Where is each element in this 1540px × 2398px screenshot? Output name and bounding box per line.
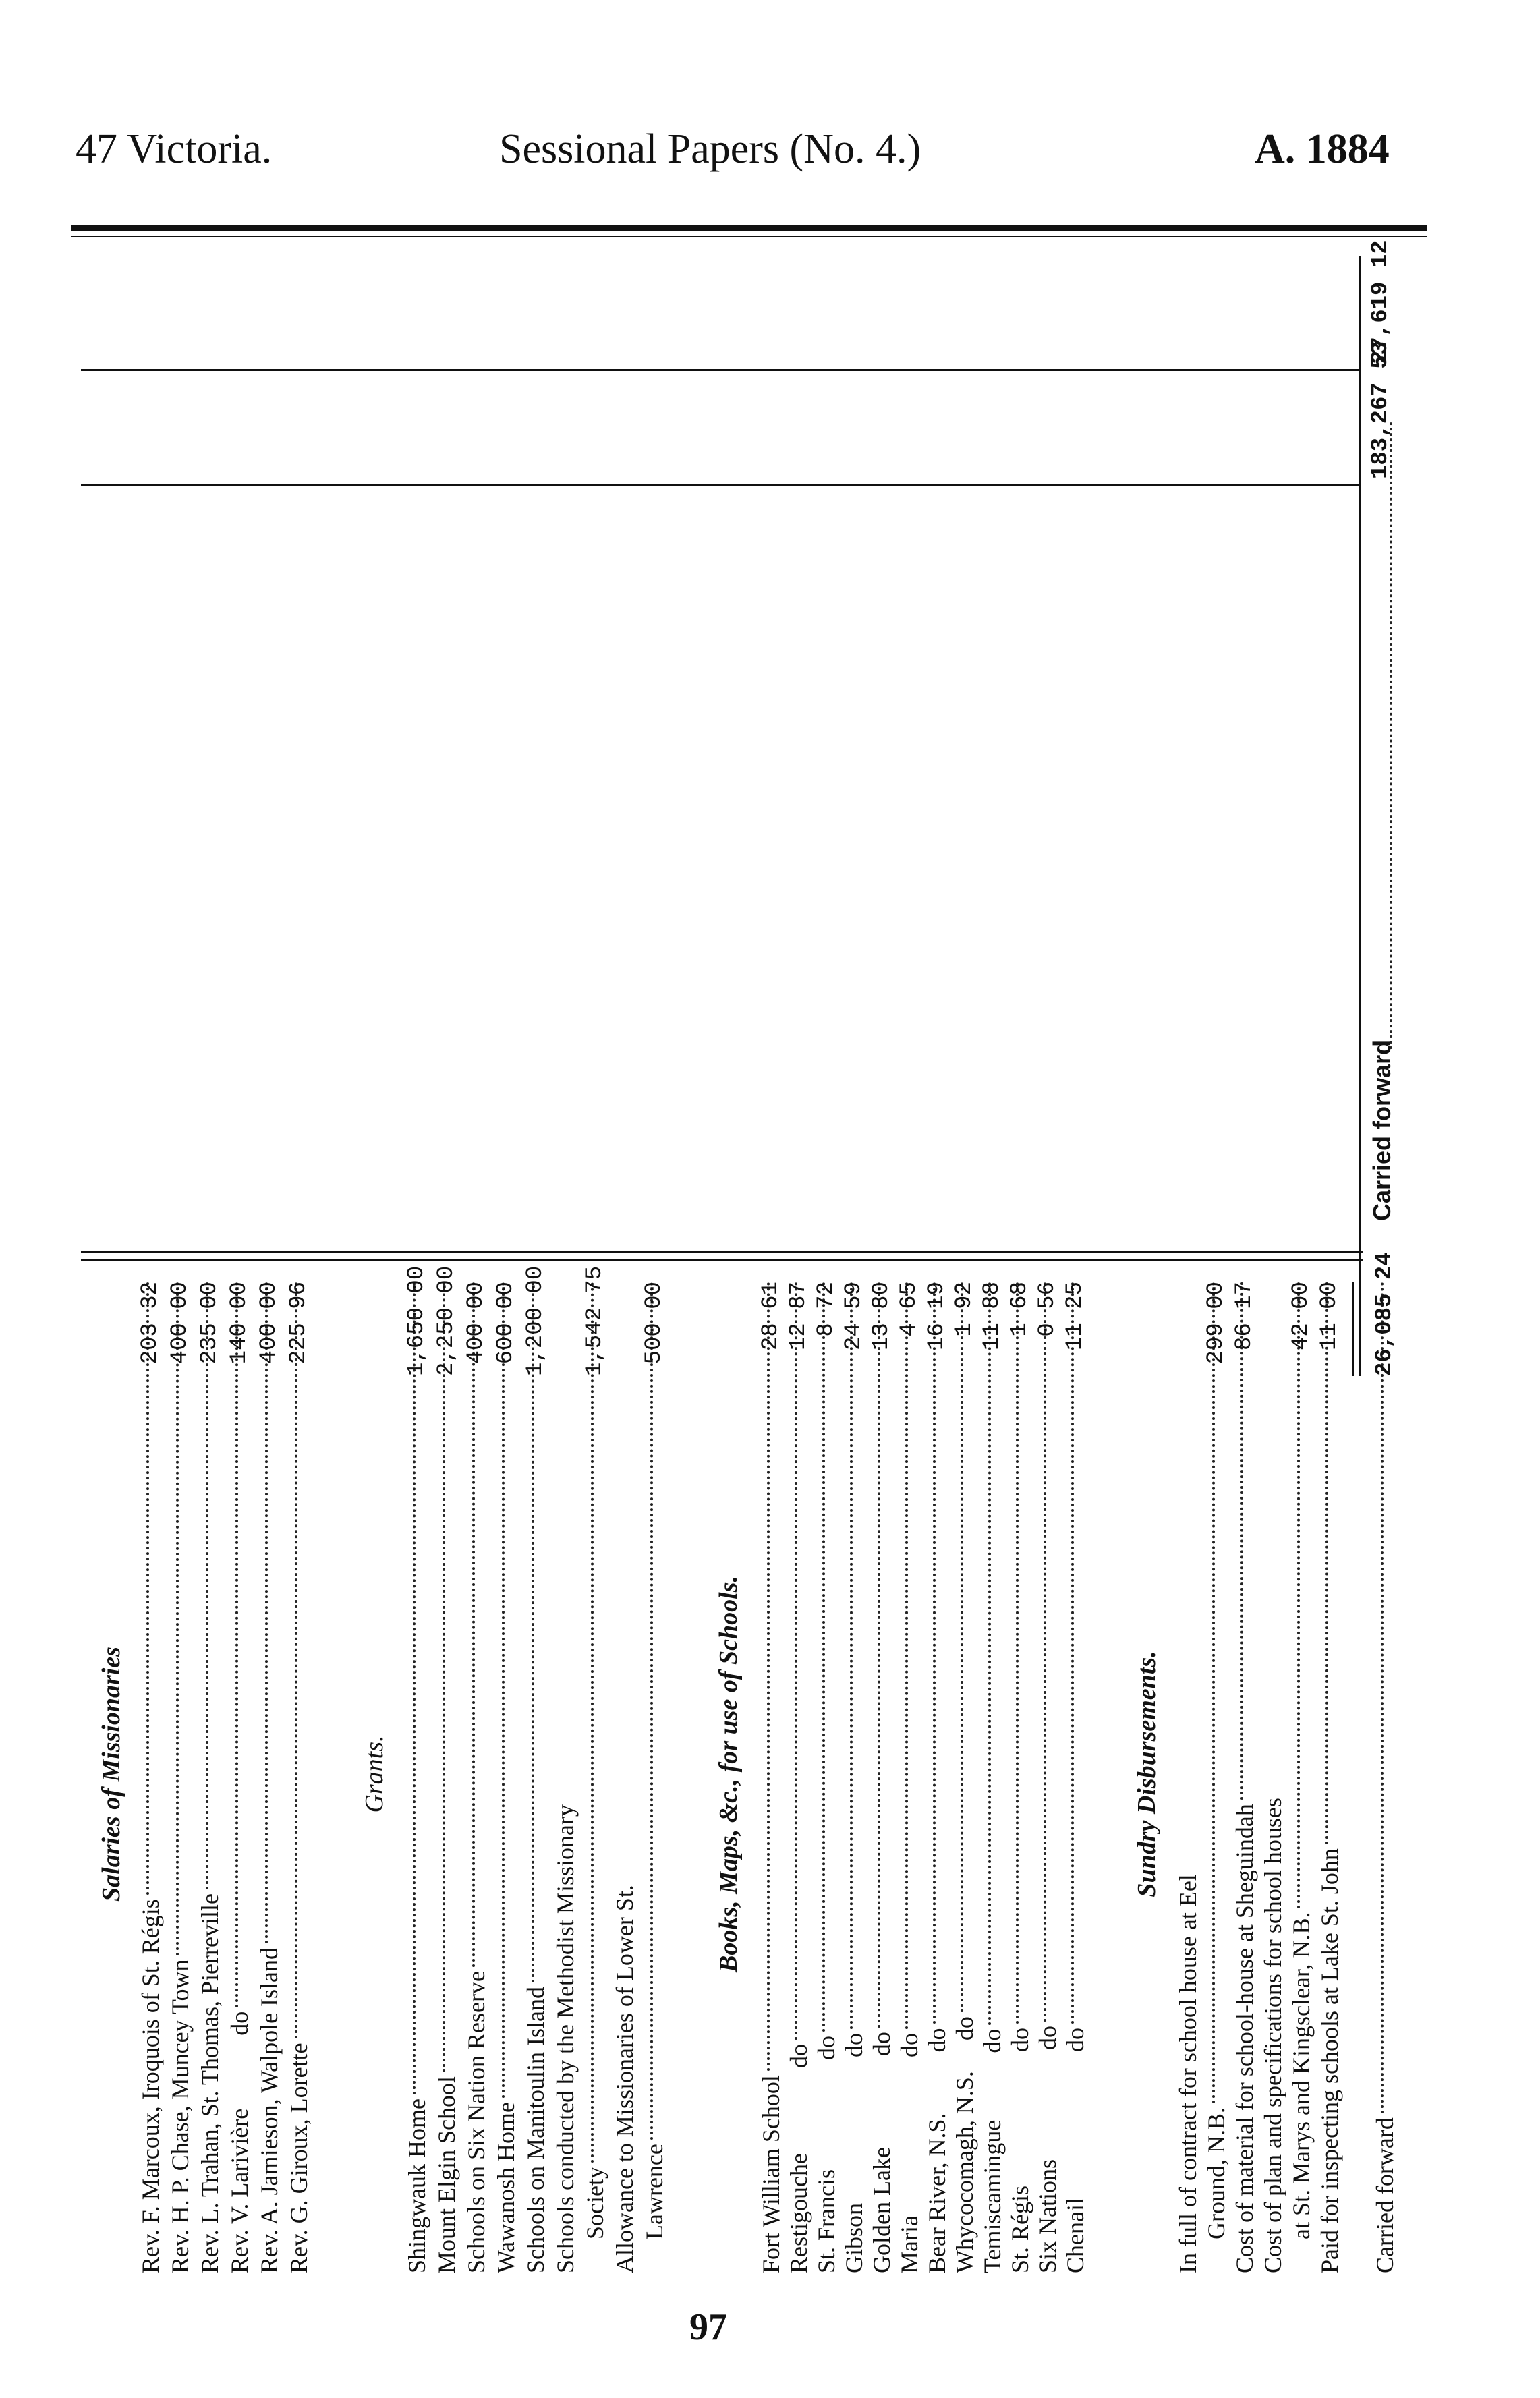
- row-label: Cost of material for school-house at Sheguindah: [1231, 1804, 1258, 2273]
- table-row: [135, 1275, 166, 2273]
- row-label: Gibson do: [840, 2032, 867, 2273]
- row-amount: 86 17: [1232, 1282, 1257, 1351]
- row-label: St. Régis do: [1006, 2027, 1033, 2273]
- dot-leader: [988, 1282, 991, 2025]
- row-label: Rev. L. Trahan, St. Thomas, Pierreville: [196, 1893, 223, 2273]
- row-label: Rev. A. Jamieson, Walpole Island: [256, 1947, 283, 2273]
- dot-leader: [1016, 1282, 1019, 2024]
- dot-leader: [767, 1282, 770, 2071]
- column-divider: [81, 1259, 1363, 1261]
- section-title-salaries: Salaries of Missionaries: [97, 1647, 125, 1902]
- table-row: [866, 1275, 897, 2273]
- dot-leader: [878, 1282, 880, 2028]
- table-row: [254, 1275, 285, 2273]
- dot-leader: [1381, 1282, 1384, 2113]
- table-row: [921, 1275, 952, 2273]
- section-title-grants: Grants.: [360, 1735, 389, 1813]
- row-amount: 13 80: [869, 1282, 894, 1351]
- row-amount: 12 87: [786, 1282, 811, 1351]
- header-thick-rule: [71, 225, 1427, 231]
- row-label: Schools on Six Nation Reserve: [463, 1971, 490, 2273]
- row-amount: 400 00: [463, 1282, 489, 1365]
- row-amount: 400 00: [256, 1282, 282, 1365]
- section-title-sundry: Sundry Disbursements.: [1133, 1651, 1161, 1897]
- row-label: Lawrence: [641, 2144, 668, 2239]
- table-row: [490, 1275, 521, 2273]
- row-amount: 203 32: [138, 1282, 163, 1365]
- summary-col1: 183,267 53: [1368, 341, 1394, 479]
- row-label: Wawanosh Home: [492, 2101, 519, 2273]
- row-label: Fort William School: [758, 2075, 785, 2273]
- row-amount: 28 61: [758, 1282, 784, 1351]
- table-row: [894, 1275, 925, 2273]
- row-amount: 1 68: [1007, 1282, 1033, 1337]
- table-row: [579, 1265, 610, 2273]
- row-label: Ground, N.B.: [1203, 2107, 1230, 2239]
- table-row: [1060, 1275, 1091, 2273]
- table-row: [194, 1275, 225, 2273]
- header-session: 47 Victoria.: [76, 126, 273, 172]
- row-label: Whycocomagh, N.S. do: [951, 2016, 978, 2273]
- row-amount: 16 19: [924, 1282, 950, 1351]
- table-row: [783, 1275, 814, 2273]
- dot-leader: [1212, 1282, 1215, 2103]
- table-row: [224, 1275, 255, 2273]
- dot-leader: [591, 1282, 594, 2163]
- row-amount: 600 00: [493, 1282, 519, 1365]
- dot-leader: [472, 1282, 475, 1967]
- dot-leader: [265, 1282, 268, 1943]
- header-year: A. 1884: [1255, 126, 1390, 172]
- row-label: Allowance to Missionaries of Lower St.: [611, 1885, 638, 2273]
- dot-leader: [1044, 1282, 1046, 2022]
- table-row: [977, 1275, 1008, 2273]
- rotated-table: [81, 240, 1417, 2273]
- row-amount: 1 92: [952, 1282, 977, 1337]
- row-label: Schools on Manitoulin Island: [522, 1987, 549, 2273]
- total-rule: [1352, 1282, 1354, 1376]
- row-label: Temiscamingue do: [979, 2028, 1006, 2273]
- row-amount: 225 96: [286, 1282, 312, 1365]
- dot-leader: [235, 1282, 238, 2007]
- row-amount: 24 59: [841, 1282, 867, 1351]
- dot-leader: [443, 1282, 445, 2072]
- row-label: Bear River, N.S. do: [923, 2028, 950, 2273]
- table-row: [550, 1275, 581, 2273]
- table-row: [1172, 1275, 1203, 2273]
- table-row: [1257, 1275, 1288, 2273]
- row-label: Rev. V. Larivière do: [226, 2011, 253, 2273]
- row-amount: 1,200 00: [523, 1265, 548, 1376]
- ledger-total-label: Carried forward: [1371, 2117, 1398, 2273]
- column-divider: [81, 1251, 1363, 1253]
- row-amount: 2,250 00: [434, 1265, 459, 1376]
- summary-col2: 27,619 12: [1368, 240, 1394, 364]
- dot-leader: [502, 1282, 505, 2098]
- row-amount: 42 00: [1288, 1282, 1314, 1351]
- row-amount: 8 72: [814, 1282, 839, 1337]
- ledger-block: [81, 1252, 1417, 2273]
- table-row: [949, 1275, 980, 2273]
- table-row: [1314, 1275, 1345, 2273]
- section-title-books: Books, Maps, &c., for use of Schools.: [714, 1576, 743, 1972]
- table-row: [1201, 1275, 1232, 2273]
- row-label: Cost of plan and specifications for school houses: [1259, 1798, 1286, 2273]
- row-label: Rev. F. Marcoux, Iroquois of St. Régis: [137, 1899, 164, 2273]
- dot-leader: [413, 1282, 416, 2094]
- summary-panel: [81, 240, 1417, 1221]
- row-amount: 11 88: [979, 1282, 1005, 1351]
- table-row: [283, 1275, 314, 2273]
- header-thin-rule: [71, 236, 1427, 237]
- table-row: [165, 1275, 196, 2273]
- row-amount: 400 00: [167, 1282, 193, 1365]
- table-row: [639, 1275, 670, 2273]
- dot-leader: [1071, 1282, 1074, 2024]
- row-amount: 1,542 75: [582, 1265, 608, 1376]
- dot-leader: [850, 1282, 853, 2029]
- row-label: Six Nations do: [1034, 2025, 1061, 2273]
- dot-leader: [295, 1282, 297, 2038]
- row-label: Golden Lake do: [868, 2032, 895, 2273]
- dot-leader: [176, 1282, 179, 1955]
- dot-leader: [933, 1282, 936, 2024]
- row-amount: 140 00: [227, 1282, 252, 1365]
- table-row: [1032, 1275, 1063, 2273]
- row-amount: 1,650 00: [404, 1265, 430, 1376]
- ledger-total-row: [1369, 1252, 1400, 2273]
- row-label: Maria do: [896, 2033, 923, 2273]
- row-amount: 500 00: [641, 1282, 667, 1365]
- dot-leader: [961, 1282, 963, 2012]
- table-row: [461, 1275, 492, 2273]
- table-row: [755, 1275, 787, 2273]
- header-title: Sessional Papers (No. 4.): [499, 126, 921, 172]
- dot-leader: [532, 1282, 534, 1982]
- row-label: Schools conducted by the Methodist Missionary: [552, 1804, 579, 2273]
- table-row: [811, 1275, 842, 2273]
- table-row: [1004, 1275, 1035, 2273]
- dot-leader: [650, 1282, 653, 2140]
- row-amount: 299 00: [1203, 1282, 1229, 1365]
- row-label: Society: [581, 2167, 608, 2239]
- row-label: Rev. H. P. Chase, Muncey Town: [167, 1959, 194, 2273]
- table-row: [609, 1275, 640, 2273]
- table-row: [520, 1265, 551, 2273]
- table-row: [1229, 1275, 1260, 2273]
- row-label: In full of contract for school house at Eel: [1174, 1874, 1201, 2273]
- row-label: Mount Elgin School: [433, 2076, 460, 2273]
- dot-leader: [905, 1282, 908, 2029]
- table-row: [1286, 1275, 1317, 2273]
- table-row: [838, 1275, 869, 2273]
- row-label: at St. Marys and Kingsclear, N.B.: [1288, 1912, 1315, 2239]
- table-row: [431, 1265, 462, 2273]
- dot-leader: [1390, 422, 1392, 1049]
- row-label: St. Francis do: [813, 2035, 840, 2273]
- summary-label: Carried forward: [1368, 1039, 1396, 1221]
- page-number: 97: [689, 2306, 727, 2348]
- table-row: [401, 1265, 432, 2273]
- row-amount: 11 25: [1062, 1282, 1088, 1351]
- row-amount: 11 00: [1317, 1282, 1342, 1351]
- dot-leader: [795, 1282, 797, 2040]
- row-label: Shingwauk Home: [403, 2099, 430, 2273]
- row-label: Rev. G. Giroux, Lorette: [285, 2043, 312, 2273]
- row-label: Paid for inspecting schools at Lake St. John: [1316, 1848, 1343, 2273]
- row-amount: 4 65: [896, 1282, 922, 1337]
- row-amount: 235 00: [197, 1282, 223, 1365]
- row-amount: 0 56: [1035, 1282, 1060, 1337]
- row-label: Restigouche do: [785, 2044, 812, 2273]
- ledger-total-amount: 26,085 24: [1372, 1252, 1398, 1376]
- row-label: Chenail do: [1062, 2028, 1089, 2273]
- dot-leader: [822, 1282, 825, 2032]
